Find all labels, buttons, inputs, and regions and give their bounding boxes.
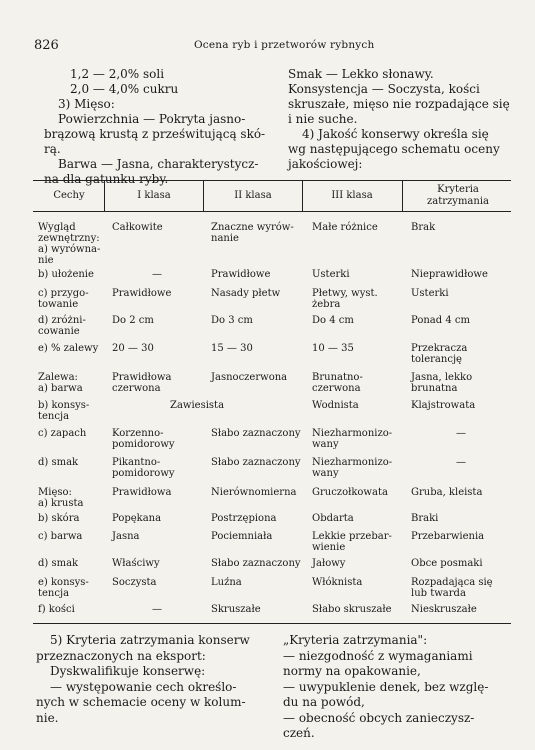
class-3-cell: Jałowy <box>312 558 346 569</box>
paragraph-line: 1,2 — 2,0% soli <box>70 67 165 81</box>
criteria-cell: Brak <box>411 222 436 233</box>
row-label: Wygląd zewnętrzny: a) wyrówna- nie <box>38 222 101 266</box>
page-header <box>34 38 507 54</box>
paragraph-line: wg następującego schematu oceny <box>288 142 500 156</box>
class-2-cell: Słabo zaznaczony <box>211 457 301 468</box>
table-header-class-3: III klasa <box>331 190 373 201</box>
class-3-cell: Lekkie przebar- wienie <box>312 531 392 553</box>
class-3-cell: Brunatno- czerwona <box>312 372 363 394</box>
row-label: b) ułożenie <box>38 269 94 280</box>
row-label: Zalewa: a) barwa <box>38 372 83 394</box>
class-2-cell: Nasady płetw <box>211 288 281 299</box>
paragraph-line: „Kryteria zatrzymania": <box>283 633 428 647</box>
paragraph-line: jakościowej: <box>288 157 363 171</box>
class-3-cell: Niezharmonizo- wany <box>312 428 393 450</box>
left-column <box>44 67 269 187</box>
criteria-cell: Braki <box>411 513 439 524</box>
row-label: c) przygo- towanie <box>38 288 89 310</box>
class-2-cell: Luźna <box>211 577 242 588</box>
paragraph-line: na dla gatunku ryby. <box>44 172 169 186</box>
class-1-cell: 20 — 30 <box>112 343 154 354</box>
criteria-cell: Gruba, kleista <box>411 487 483 498</box>
class-2-cell: Nierównomierna <box>211 487 297 498</box>
paragraph-line: Smak — Lekko słonawy. <box>288 67 434 81</box>
class-2-cell: Prawidłowe <box>211 269 271 280</box>
class-3-cell: Słabo skruszałe <box>312 604 392 615</box>
paragraph-line: 4) Jakość konserwy określa się <box>302 127 489 141</box>
page-number: 826 <box>34 38 59 53</box>
table-header-criteria-2: zatrzymania <box>427 196 489 207</box>
bottom-right-column <box>283 633 511 742</box>
bottom-left-column <box>36 633 261 726</box>
row-label: f) kości <box>38 604 75 615</box>
row-label: b) skóra <box>38 513 80 524</box>
table-header-rule <box>33 211 511 212</box>
criteria-cell: Usterki <box>411 288 449 299</box>
table-column-divider <box>203 180 204 211</box>
class-1-cell: Prawidłowa <box>112 487 172 498</box>
criteria-cell: Klajstrowata <box>411 400 476 411</box>
paragraph-line: — obecność obcych zanieczysz- <box>283 710 475 725</box>
row-label: e) konsys- tencja <box>38 577 89 599</box>
class-1-cell: Całkowite <box>112 222 163 233</box>
class-1-cell: Prawidłowa czerwona <box>112 372 172 394</box>
row-label: d) smak <box>38 457 79 468</box>
class-1-cell: Soczysta <box>112 577 157 588</box>
table-column-divider <box>302 180 303 211</box>
class-1-cell: — <box>152 604 162 615</box>
row-label: c) zapach <box>38 428 87 439</box>
criteria-cell: — <box>456 428 466 439</box>
class-2-cell: Słabo zaznaczony <box>211 558 301 569</box>
table-column-divider <box>104 180 105 211</box>
class-2-cell: Znaczne wyrów- nanie <box>211 222 294 244</box>
class-3-cell: Płetwy, wyst. żebra <box>312 288 378 310</box>
criteria-cell: Przekracza tolerancję <box>411 343 468 365</box>
class-1-cell: Prawidłowe <box>112 288 172 299</box>
class-3-cell: Małe różnice <box>312 222 378 233</box>
class-3-cell: Obdarta <box>312 513 354 524</box>
class-1-cell: Pikantno- pomidorowy <box>112 457 175 479</box>
row-label: d) smak <box>38 558 79 569</box>
paragraph-line: — niezgodność z wymaganiami <box>283 648 473 663</box>
class-3-cell: Gruczołkowata <box>312 487 388 498</box>
criteria-cell: — <box>456 457 466 468</box>
table-header-feature: Cechy <box>53 190 85 201</box>
paragraph-line: du na powód, <box>283 695 365 709</box>
class-3-cell: 10 — 35 <box>312 343 354 354</box>
table-header-class-1: I klasa <box>137 190 171 201</box>
paragraph-line: rą. <box>44 142 61 156</box>
paragraph-line: 2,0 — 4,0% cukru <box>70 82 179 96</box>
class-1-cell: — <box>152 269 162 280</box>
criteria-cell: Przebarwienia <box>411 531 485 542</box>
paragraph-line: skruszałe, mięso nie rozpadające się <box>288 97 510 111</box>
paragraph-line: Barwa — Jasna, charakterystycz- <box>58 157 259 171</box>
class-1-cell: Zawiesista <box>170 400 225 411</box>
paragraph-line: Powierzchnia — Pokryta jasno- <box>58 112 246 126</box>
class-3-cell: Usterki <box>312 269 350 280</box>
criteria-cell: Obce posmaki <box>411 558 483 569</box>
class-1-cell: Do 2 cm <box>112 315 154 326</box>
class-3-cell: Włóknista <box>312 577 363 588</box>
table-bottom-rule <box>33 623 511 624</box>
table-header-class-2: II klasa <box>234 190 272 201</box>
paragraph-line: nych w schemacie oceny w kolum- <box>36 695 246 709</box>
table-column-divider <box>402 180 403 211</box>
class-2-cell: Do 3 cm <box>211 315 253 326</box>
paragraph-line: — uwypuklenie denek, bez wzglę- <box>283 679 489 694</box>
class-2-cell: Postrzępiona <box>211 513 277 524</box>
class-2-cell: Skruszałe <box>211 604 261 615</box>
class-2-cell: Słabo zaznaczony <box>211 428 301 439</box>
class-1-cell: Jasna <box>112 531 140 542</box>
row-label: e) % zalewy <box>38 343 99 354</box>
paragraph-line: nie. <box>36 710 59 725</box>
criteria-cell: Nieskruszałe <box>411 604 477 615</box>
paragraph-line: brązową krustą z prześwitującą skó- <box>44 127 266 141</box>
class-2-cell: 15 — 30 <box>211 343 253 354</box>
class-1-cell: Popękana <box>112 513 162 524</box>
paragraph-line: i nie suche. <box>288 112 358 126</box>
class-2-cell: Jasnoczerwona <box>211 372 288 383</box>
criteria-cell: Nieprawidłowe <box>411 269 488 280</box>
criteria-cell: Jasna, lekko brunatna <box>411 372 473 394</box>
class-1-cell: Właściwy <box>112 558 160 569</box>
row-label: Mięso: a) krusta <box>38 487 84 509</box>
row-label: b) konsys- tencja <box>38 400 90 422</box>
paragraph-line: 5) Kryteria zatrzymania konserw <box>50 633 250 647</box>
paragraph-line: czeń. <box>283 726 315 740</box>
class-2-cell: Pociemniała <box>211 531 273 542</box>
paragraph-line: normy na opakowanie, <box>283 664 421 678</box>
paragraph-line: 3) Mięso: <box>58 97 115 111</box>
criteria-cell: Ponad 4 cm <box>411 315 470 326</box>
row-label: c) barwa <box>38 531 83 542</box>
running-title: Ocena ryb i przetworów rybnych <box>194 39 375 51</box>
class-1-cell: Korzenno- pomidorowy <box>112 428 175 450</box>
paragraph-line: Konsystencja — Soczysta, kości <box>288 82 480 96</box>
right-column <box>288 67 513 172</box>
paragraph-line: przeznaczonych na eksport: <box>36 648 206 663</box>
criteria-cell: Rozpadająca się lub twarda <box>411 577 493 599</box>
row-label: d) zróżni- cowanie <box>38 315 86 337</box>
table-header-criteria: Kryteria <box>437 184 479 195</box>
class-3-cell: Do 4 cm <box>312 315 354 326</box>
class-3-cell: Wodnista <box>312 400 359 411</box>
paragraph-line: Dyskwalifikuje konserwę: <box>50 664 206 678</box>
class-3-cell: Niezharmonizo- wany <box>312 457 393 479</box>
paragraph-line: — występowanie cech określo- <box>50 679 237 694</box>
